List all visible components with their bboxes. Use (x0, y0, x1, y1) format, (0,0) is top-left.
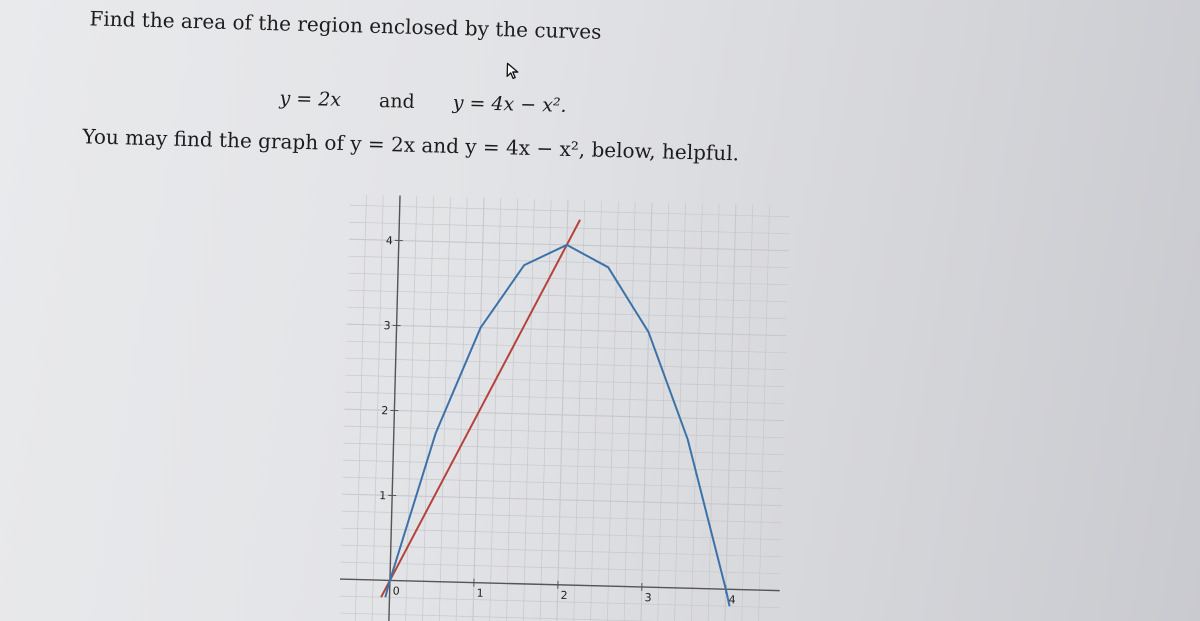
grid-line-vertical (741, 205, 752, 621)
curves-equations (279, 87, 567, 117)
grid-line-horizontal (341, 528, 781, 540)
grid-line-horizontal (346, 358, 786, 370)
grid-line-vertical (456, 197, 467, 621)
grid-line-vertical (573, 200, 584, 621)
grid-line-vertical (758, 205, 769, 621)
graph-figure (339, 194, 790, 621)
hint-text: You may find the graph of y = 2x and y = 4x − x², below, helpful. (82, 124, 740, 166)
y-tick-label: 1 (378, 489, 387, 503)
grid-line-horizontal (347, 324, 787, 336)
grid-line-horizontal (344, 409, 784, 421)
grid-line-vertical (540, 199, 551, 621)
y-tick-label: 3 (383, 319, 391, 333)
grid-line-horizontal (346, 341, 786, 353)
grid-line-vertical (506, 199, 517, 621)
grid-line-horizontal (350, 205, 790, 217)
grid-line-horizontal (340, 562, 780, 574)
y-tick-label: 2 (381, 404, 389, 418)
x-tick-label: 3 (644, 591, 652, 605)
grid-line-vertical (641, 202, 652, 621)
grid-line-horizontal (345, 392, 785, 404)
y-axis (389, 196, 400, 621)
grid-line-vertical (355, 195, 366, 621)
grid-line-horizontal (348, 290, 788, 302)
x-tick-label: 4 (728, 593, 736, 607)
curve-1-equation: y = 2x (279, 87, 342, 111)
grid-line-horizontal (345, 375, 785, 387)
question-intro: Find the area of the region enclosed by the curves (89, 6, 602, 44)
grid-line-horizontal (339, 613, 779, 621)
grid-line-horizontal (342, 494, 782, 506)
x-tick-label: 1 (476, 586, 484, 600)
grid-line-vertical (691, 203, 702, 621)
connector-text: and (378, 89, 416, 113)
grid-line-vertical (406, 196, 417, 621)
grid-line-horizontal (347, 307, 787, 319)
grid-line-horizontal (343, 460, 783, 472)
axes (339, 194, 790, 621)
grid-line-vertical (422, 196, 433, 621)
x-tick-label: 2 (560, 588, 568, 603)
grid-line-vertical (674, 203, 685, 621)
grid-line-vertical (607, 201, 618, 621)
grid-line-vertical (439, 197, 450, 621)
grid-line-vertical (725, 204, 736, 621)
y-tick-label: 4 (385, 234, 393, 248)
mouse-cursor-icon (506, 62, 520, 80)
grid-line-horizontal (349, 222, 789, 234)
grid-line-horizontal (344, 426, 784, 438)
grid-line-horizontal (348, 273, 788, 285)
grid-line-horizontal (343, 477, 783, 489)
x-tick-label: 0 (392, 584, 400, 598)
grid-line-vertical (490, 198, 501, 621)
curve-2-equation: y = 4x − x². (452, 91, 567, 117)
grid-line-vertical (657, 203, 668, 621)
grid (339, 194, 790, 621)
grid-line-horizontal (348, 256, 788, 268)
grid-line-vertical (557, 200, 568, 621)
grid-line-vertical (624, 202, 635, 621)
grid-line-horizontal (344, 443, 784, 455)
grid-line-vertical (473, 198, 484, 621)
